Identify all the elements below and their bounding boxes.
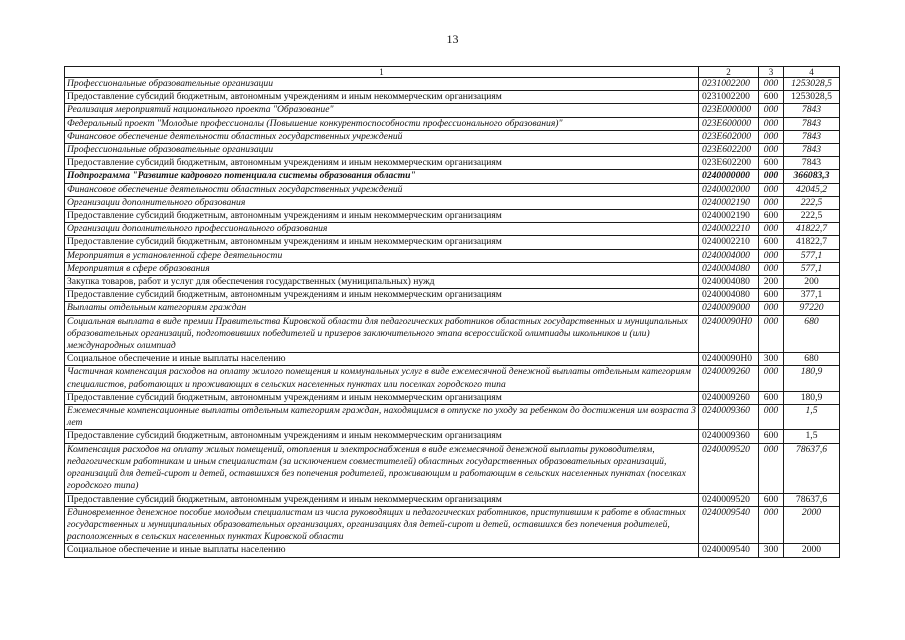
- row-name-cell: Предоставление субсидий бюджетным, автономным учреждениям и иным некоммерческим организациям: [65, 430, 699, 443]
- row-type-cell: 600: [759, 236, 784, 249]
- row-name-cell: Социальное обеспечение и иные выплаты населению: [65, 544, 699, 557]
- table-row: [65, 196, 840, 209]
- row-amount-cell: 577,1: [784, 262, 840, 275]
- row-amount-cell: 2000: [784, 506, 840, 544]
- row-type-cell: 000: [759, 78, 784, 91]
- table-row: [65, 91, 840, 104]
- row-amount-cell: 41822,7: [784, 236, 840, 249]
- table-row: [65, 506, 840, 544]
- row-code-cell: 023E602200: [699, 144, 759, 157]
- table-row: [65, 302, 840, 315]
- row-name-cell: Предоставление субсидий бюджетным, автономным учреждениям и иным некоммерческим организациям: [65, 210, 699, 223]
- row-name-cell: Социальная выплата в виде премии Правительства Кировской области для педагогических работников областных государственных и муниципальных образовательных организаций, подготовивших победителей и призеров заключительного этапа всероссийской олимпиады школьников и (или) международных олимпиад: [65, 315, 699, 353]
- row-type-cell: 000: [759, 443, 784, 493]
- row-code-cell: 0240004080: [699, 262, 759, 275]
- row-amount-cell: 42045,2: [784, 183, 840, 196]
- row-name-cell: Финансовое обеспечение деятельности областных государственных учреждений: [65, 183, 699, 196]
- header-cell-code: 2: [699, 67, 759, 78]
- table-body: [65, 67, 840, 558]
- row-code-cell: 0240002190: [699, 196, 759, 209]
- row-type-cell: 300: [759, 353, 784, 366]
- row-name-cell: Предоставление субсидий бюджетным, автономным учреждениям и иным некоммерческим организациям: [65, 391, 699, 404]
- table-row: [65, 157, 840, 170]
- row-amount-cell: 1253028,5: [784, 91, 840, 104]
- table-row: [65, 210, 840, 223]
- row-name-cell: Финансовое обеспечение деятельности областных государственных учреждений: [65, 130, 699, 143]
- row-amount-cell: 1253028,5: [784, 78, 840, 91]
- header-cell-amount: 4: [784, 67, 840, 78]
- row-code-cell: 023E602000: [699, 130, 759, 143]
- row-code-cell: 0240002210: [699, 236, 759, 249]
- row-code-cell: 0240004080: [699, 289, 759, 302]
- row-name-cell: Профессиональные образовательные организации: [65, 78, 699, 91]
- row-type-cell: 600: [759, 493, 784, 506]
- row-type-cell: 600: [759, 210, 784, 223]
- row-name-cell: Организации дополнительного профессионального образования: [65, 223, 699, 236]
- row-code-cell: 0240009260: [699, 366, 759, 391]
- row-name-cell: Выплаты отдельным категориям граждан: [65, 302, 699, 315]
- row-amount-cell: 1,5: [784, 430, 840, 443]
- row-amount-cell: 1,5: [784, 405, 840, 430]
- table-row: [65, 223, 840, 236]
- row-name-cell: Мероприятия в сфере образования: [65, 262, 699, 275]
- table-row: [65, 391, 840, 404]
- row-amount-cell: 222,5: [784, 210, 840, 223]
- header-cell-type: 3: [759, 67, 784, 78]
- table-row: [65, 493, 840, 506]
- row-type-cell: 000: [759, 249, 784, 262]
- table-row: [65, 104, 840, 117]
- row-code-cell: 0240004080: [699, 276, 759, 289]
- row-type-cell: 600: [759, 157, 784, 170]
- page-number: 13: [446, 32, 459, 46]
- table-row: [65, 289, 840, 302]
- table-row: [65, 170, 840, 183]
- table-row: [65, 183, 840, 196]
- row-amount-cell: 577,1: [784, 249, 840, 262]
- row-type-cell: 200: [759, 276, 784, 289]
- row-name-cell: Предоставление субсидий бюджетным, автономным учреждениям и иным некоммерческим организациям: [65, 157, 699, 170]
- table-row: [65, 544, 840, 557]
- table-row: [65, 262, 840, 275]
- row-type-cell: 600: [759, 91, 784, 104]
- row-code-cell: 0240009260: [699, 391, 759, 404]
- row-code-cell: 0240000000: [699, 170, 759, 183]
- row-type-cell: 000: [759, 223, 784, 236]
- row-name-cell: Социальное обеспечение и иные выплаты населению: [65, 353, 699, 366]
- row-code-cell: 0231002200: [699, 78, 759, 91]
- table-row: [65, 236, 840, 249]
- row-code-cell: 023E600000: [699, 117, 759, 130]
- row-code-cell: 0240009540: [699, 544, 759, 557]
- row-amount-cell: 7843: [784, 130, 840, 143]
- row-code-cell: 0240009540: [699, 506, 759, 544]
- row-code-cell: 0240009520: [699, 443, 759, 493]
- row-code-cell: 0240009360: [699, 405, 759, 430]
- row-type-cell: 000: [759, 183, 784, 196]
- row-amount-cell: 7843: [784, 157, 840, 170]
- row-code-cell: 02400090Н0: [699, 315, 759, 353]
- table-row: [65, 249, 840, 262]
- table-row: [65, 78, 840, 91]
- row-amount-cell: 97220: [784, 302, 840, 315]
- row-amount-cell: 680: [784, 315, 840, 353]
- header-cell-name: 1: [65, 67, 699, 78]
- table-row: [65, 443, 840, 493]
- row-type-cell: 000: [759, 144, 784, 157]
- row-name-cell: Ежемесячные компенсационные выплаты отдельным категориям граждан, находящимся в отпуске по уходу за ребенком до достижения им возраста 3 лет: [65, 405, 699, 430]
- row-name-cell: Закупка товаров, работ и услуг для обеспечения государственных (муниципальных) нужд: [65, 276, 699, 289]
- row-name-cell: Компенсация расходов на оплату жилых помещений, отопления и электроснабжения в виде ежемесячной денежной выплаты руководителям, педагогическим работникам и иным специалистам (за исключением совместителей) областных государственных образовательных организаций, организаций для детей-сирот и детей, оставшихся без попечения родителей, проживающим и работающим в сельских населенных пунктах (поселках городского типа): [65, 443, 699, 493]
- table-row: [65, 430, 840, 443]
- row-amount-cell: 180,9: [784, 366, 840, 391]
- row-code-cell: 0231002200: [699, 91, 759, 104]
- table-row: [65, 144, 840, 157]
- row-name-cell: Организации дополнительного образования: [65, 196, 699, 209]
- table-row: [65, 276, 840, 289]
- table-row: [65, 117, 840, 130]
- row-name-cell: Мероприятия в установленной сфере деятельности: [65, 249, 699, 262]
- row-code-cell: 0240009000: [699, 302, 759, 315]
- row-name-cell: Подпрограмма "Развитие кадрового потенциала системы образования области": [65, 170, 699, 183]
- row-name-cell: Единовременное денежное пособие молодым специалистам из числа руководящих и педагогических работников, приступившим к работе в областных государственных и муниципальных образовательных организациях, организациях для детей-сирот и детей, оставшихся без попечения родителей, расположенных в сельских населенных пунктах Кировской области: [65, 506, 699, 544]
- row-type-cell: 000: [759, 130, 784, 143]
- table-row: [65, 366, 840, 391]
- row-amount-cell: 366083,3: [784, 170, 840, 183]
- row-amount-cell: 377,1: [784, 289, 840, 302]
- row-code-cell: 0240002210: [699, 223, 759, 236]
- table-row: [65, 405, 840, 430]
- row-code-cell: 02400090Н0: [699, 353, 759, 366]
- row-name-cell: Частичная компенсация расходов на оплату жилого помещения и коммунальных услуг в виде ежемесячной денежной выплаты отдельным категориям специалистов, работающих и проживающих в сельских населенных пунктах или поселках городского типа: [65, 366, 699, 391]
- row-name-cell: Предоставление субсидий бюджетным, автономным учреждениям и иным некоммерческим организациям: [65, 91, 699, 104]
- row-code-cell: 0240009360: [699, 430, 759, 443]
- row-type-cell: 000: [759, 405, 784, 430]
- row-type-cell: 000: [759, 366, 784, 391]
- row-code-cell: 023E000000: [699, 104, 759, 117]
- table-row: [65, 315, 840, 353]
- row-type-cell: 000: [759, 506, 784, 544]
- row-type-cell: 000: [759, 104, 784, 117]
- row-type-cell: 600: [759, 391, 784, 404]
- row-amount-cell: 7843: [784, 104, 840, 117]
- row-type-cell: 000: [759, 117, 784, 130]
- budget-table: [64, 66, 840, 558]
- row-amount-cell: 7843: [784, 144, 840, 157]
- row-name-cell: Предоставление субсидий бюджетным, автономным учреждениям и иным некоммерческим организациям: [65, 236, 699, 249]
- table-row: [65, 130, 840, 143]
- row-name-cell: Предоставление субсидий бюджетным, автономным учреждениям и иным некоммерческим организациям: [65, 493, 699, 506]
- row-amount-cell: 7843: [784, 117, 840, 130]
- row-type-cell: 000: [759, 302, 784, 315]
- table-row: [65, 353, 840, 366]
- row-code-cell: 0240004000: [699, 249, 759, 262]
- row-type-cell: 000: [759, 196, 784, 209]
- row-amount-cell: 2000: [784, 544, 840, 557]
- row-name-cell: Федеральный проект "Молодые профессионалы (Повышение конкурентоспособности профессионального образования)": [65, 117, 699, 130]
- row-amount-cell: 41822,7: [784, 223, 840, 236]
- row-type-cell: 000: [759, 170, 784, 183]
- row-code-cell: 0240002190: [699, 210, 759, 223]
- table-header-row: [65, 67, 840, 78]
- row-name-cell: Профессиональные образовательные организации: [65, 144, 699, 157]
- row-amount-cell: 78637,6: [784, 493, 840, 506]
- row-name-cell: Реализация мероприятий национального проекта "Образование": [65, 104, 699, 117]
- row-amount-cell: 78637,6: [784, 443, 840, 493]
- row-code-cell: 0240002000: [699, 183, 759, 196]
- row-type-cell: 300: [759, 544, 784, 557]
- row-name-cell: Предоставление субсидий бюджетным, автономным учреждениям и иным некоммерческим организациям: [65, 289, 699, 302]
- row-type-cell: 000: [759, 262, 784, 275]
- row-type-cell: 600: [759, 430, 784, 443]
- row-code-cell: 023E602200: [699, 157, 759, 170]
- row-amount-cell: 180,9: [784, 391, 840, 404]
- row-amount-cell: 200: [784, 276, 840, 289]
- row-code-cell: 0240009520: [699, 493, 759, 506]
- row-type-cell: 600: [759, 289, 784, 302]
- row-amount-cell: 680: [784, 353, 840, 366]
- row-type-cell: 000: [759, 315, 784, 353]
- row-amount-cell: 222,5: [784, 196, 840, 209]
